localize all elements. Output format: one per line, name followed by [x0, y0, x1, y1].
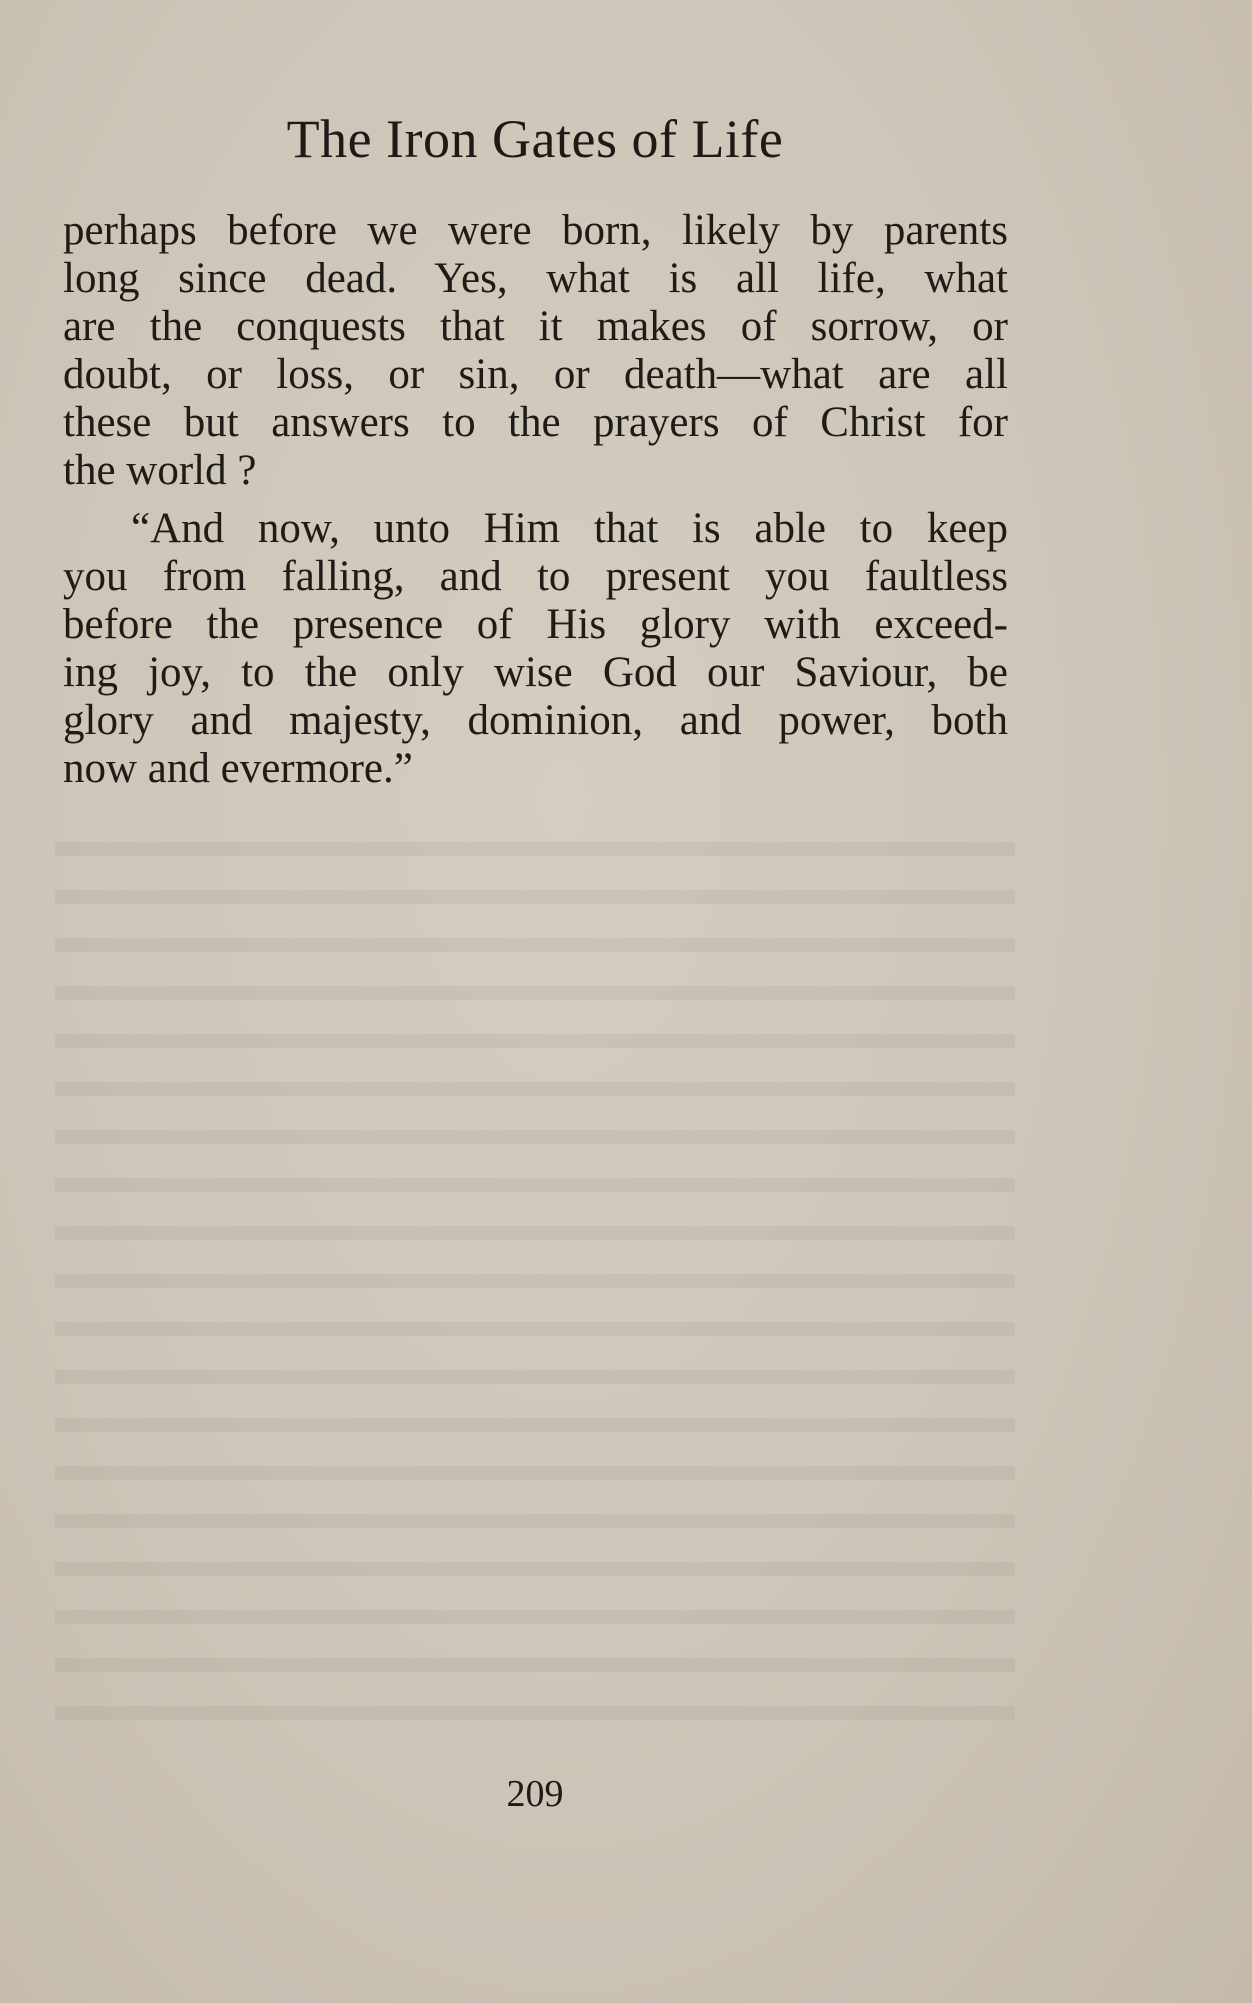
paragraph-2	[63, 505, 1008, 793]
show-through-text	[55, 820, 1015, 1750]
text-line: you from falling, and to present you faultless	[63, 553, 1008, 600]
text-line: are the conquests that it makes of sorrow, or	[63, 303, 1008, 350]
body-text	[63, 207, 1008, 793]
text-line: ing joy, to the only wise God our Saviour, be	[63, 649, 1008, 696]
text-line: “And now, unto Him that is able to keep	[131, 505, 1008, 552]
text-line: doubt, or loss, or sin, or death—what are all	[63, 351, 1008, 398]
text-line: perhaps before we were born, likely by parents	[63, 207, 1008, 254]
page-number: 209	[506, 1773, 564, 1815]
text-line: these but answers to the prayers of Christ for	[63, 399, 1008, 446]
text-line: glory and majesty, dominion, and power, both	[63, 697, 1008, 744]
text-line: the world ?	[63, 447, 257, 494]
running-head: The Iron Gates of Life	[286, 109, 784, 169]
text-line: long since dead. Yes, what is all life, what	[63, 255, 1008, 302]
text-line: now and evermore.”	[63, 745, 413, 792]
text-line: before the presence of His glory with exceed-	[63, 601, 1008, 648]
paragraph-1	[63, 207, 1008, 495]
